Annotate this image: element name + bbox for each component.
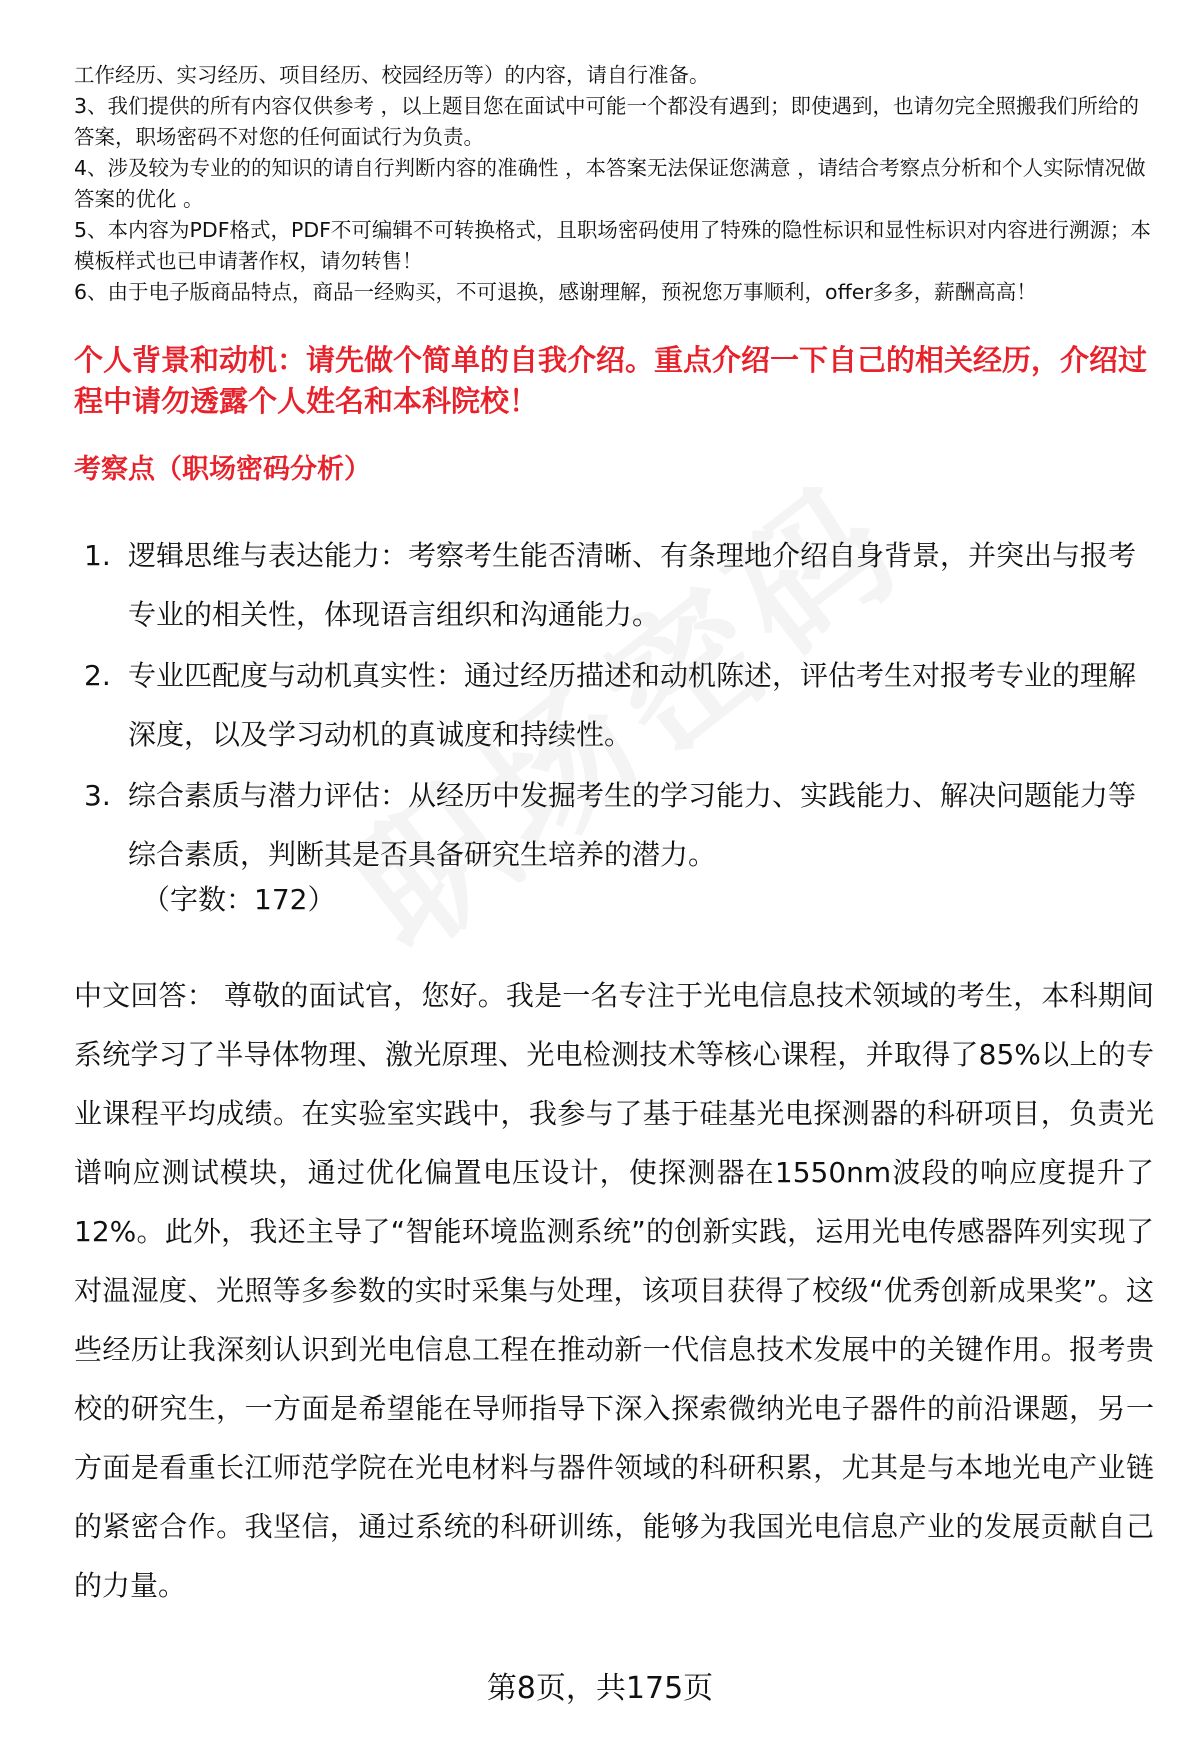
assessment-point xyxy=(74,646,1154,764)
answer-paragraph: 中文回答： 尊敬的面试官，您好。我是一名专注于光电信息技术领域的考生，本科期间系统学习了半导体物理、激光原理、光电检测技术等核心课程，并取得了85%以上的专业课程平均成绩。在实验室实践中，我参与了基于硅基光电探测器的科研项目，负责光谱响应测试模块，通过优化偏置电压设计，使探测器在1550nm波段的响应度提升了12%。此外，我还主导了“智能环境监测系统”的创新实践，运用光电传感器阵列实现了对温湿度、光照等多参数的实时采集与处理，该项目获得了校级“优秀创新成果奖”。这些经历让我深刻认识到光电信息工程在推动新一代信息技术发展中的关键作用。报考贵校的研究生，一方面是希望能在导师指导下深入探索微纳光电子器件的前沿课题，另一方面是看重长江师范学院在光电材料与器件领域的科研积累，尤其是与本地光电产业链的紧密合作。我坚信，通过系统的科研训练，能够为我国光电信息产业的发展贡献自己的力量。 xyxy=(74,979,1154,1602)
point-number: 2. xyxy=(84,659,111,692)
point-text: 专业匹配度与动机真实性：通过经历描述和动机陈述，评估考生对报考专业的理解深度，以及学习动机的真诚度和持续性。 xyxy=(128,659,1137,751)
assessment-point xyxy=(74,526,1154,644)
interview-question: 个人背景和动机：请先做个简单的自我介绍。重点介绍一下自己的相关经历，介绍过程中请勿透露个人姓名和本科院校！ xyxy=(74,343,1148,418)
point-number: 3. xyxy=(84,779,111,812)
point-text: 逻辑思维与表达能力：考察考生能否清晰、有条理地介绍自身背景，并突出与报考专业的相关性，体现语言组织和沟通能力。 xyxy=(128,539,1137,631)
note-line: 3、我们提供的所有内容仅供参考 ，以上题目您在面试中可能一个都没有遇到；即使遇到，也请勿完全照搬我们所给的答案，职场密码不对您的任何面试行为负责。 xyxy=(74,94,1140,149)
point-text: 综合素质与潜力评估：从经历中发掘考生的学习能力、实践能力、解决问题能力等综合素质，判断其是否具备研究生培养的潜力。 xyxy=(128,779,1137,871)
note-line: 4、涉及较为专业的的知识的请自行判断内容的准确性 ，本答案无法保证您满意 ，请结合考察点分析和个人实际情况做答案的优化 。 xyxy=(74,156,1146,211)
note-line: 工作经历、实习经历、项目经历、校园经历等）的内容，请自行准备。 xyxy=(74,63,710,87)
note-line: 6、由于电子版商品特点，商品一经购买，不可退换，感谢理解，预祝您万事顺利，offer多多，薪酬高高！ xyxy=(74,280,1037,304)
notes-block xyxy=(74,60,1154,308)
point-number: 1. xyxy=(84,539,111,572)
word-count: （字数：172） xyxy=(142,883,336,916)
note-line: 5、本内容为PDF格式，PDF不可编辑不可转换格式，且职场密码使用了特殊的隐性标识和显性标识对内容进行溯源；本模板样式也已申请著作权，请勿转售！ xyxy=(74,218,1151,273)
assessment-point xyxy=(74,766,1154,884)
assessment-points-list xyxy=(74,526,1154,886)
page-number-footer: 第8页，共175页 xyxy=(486,1671,714,1706)
section-heading: 考察点（职场密码分析） xyxy=(74,454,371,485)
